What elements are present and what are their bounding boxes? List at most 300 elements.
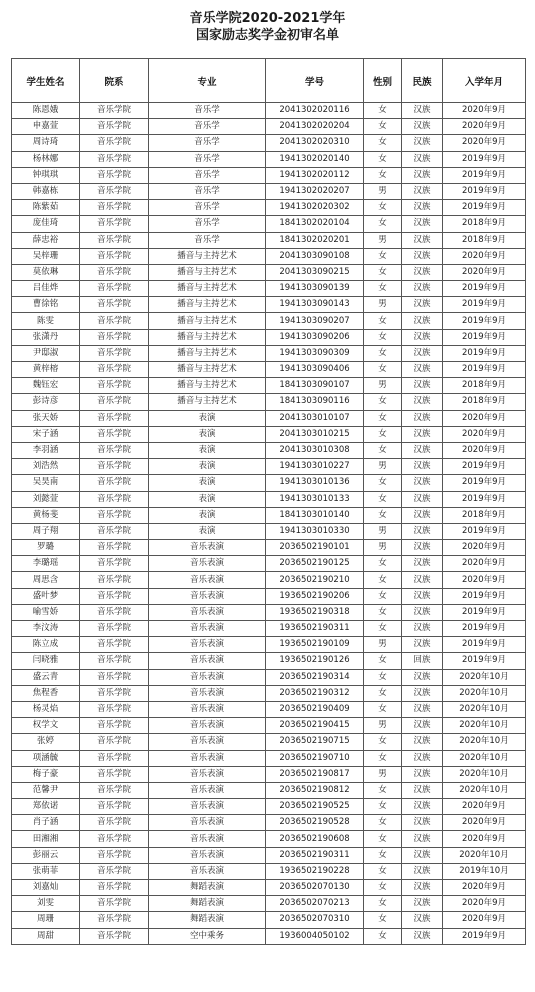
table-row [12, 167, 526, 183]
header-department: 院系 [80, 59, 149, 103]
cell-major: 音乐表演 [149, 669, 266, 685]
table-row [12, 734, 526, 750]
table-row [12, 621, 526, 637]
cell-enrollment-date: 2019年9月 [443, 200, 526, 216]
cell-student-name: 申嘉萱 [12, 119, 80, 135]
cell-major: 表演 [149, 410, 266, 426]
cell-student-id: 2036502190608 [266, 831, 364, 847]
cell-student-name: 黄梓榕 [12, 362, 80, 378]
cell-ethnicity: 汉族 [402, 475, 443, 491]
cell-department: 音乐学院 [80, 297, 149, 313]
cell-department: 音乐学院 [80, 135, 149, 151]
cell-gender: 女 [364, 426, 402, 442]
cell-department: 音乐学院 [80, 847, 149, 863]
cell-ethnicity: 汉族 [402, 167, 443, 183]
cell-department: 音乐学院 [80, 669, 149, 685]
cell-major: 音乐表演 [149, 799, 266, 815]
table-row [12, 281, 526, 297]
cell-student-name: 杨林娜 [12, 151, 80, 167]
cell-major: 音乐学 [149, 103, 266, 119]
cell-gender: 女 [364, 572, 402, 588]
cell-major: 表演 [149, 475, 266, 491]
cell-student-name: 曹徐铭 [12, 297, 80, 313]
table-row [12, 459, 526, 475]
cell-ethnicity: 汉族 [402, 135, 443, 151]
cell-student-id: 1941302020112 [266, 167, 364, 183]
header-student-id: 学号 [266, 59, 364, 103]
cell-student-name: 周诗琦 [12, 135, 80, 151]
cell-gender: 男 [364, 297, 402, 313]
cell-ethnicity: 汉族 [402, 604, 443, 620]
cell-student-name: 周珊 [12, 912, 80, 928]
cell-ethnicity: 汉族 [402, 701, 443, 717]
cell-gender: 女 [364, 815, 402, 831]
cell-major: 音乐表演 [149, 750, 266, 766]
header-student-name: 学生姓名 [12, 59, 80, 103]
cell-department: 音乐学院 [80, 313, 149, 329]
cell-enrollment-date: 2019年9月 [443, 297, 526, 313]
cell-student-name: 庞佳琦 [12, 216, 80, 232]
table-row [12, 523, 526, 539]
cell-department: 音乐学院 [80, 491, 149, 507]
cell-major: 音乐表演 [149, 588, 266, 604]
cell-department: 音乐学院 [80, 426, 149, 442]
cell-gender: 女 [364, 313, 402, 329]
cell-student-name: 张萌菲 [12, 863, 80, 879]
cell-gender: 男 [364, 718, 402, 734]
cell-major: 音乐表演 [149, 621, 266, 637]
cell-student-id: 2036502190311 [266, 847, 364, 863]
cell-gender: 女 [364, 782, 402, 798]
cell-ethnicity: 汉族 [402, 264, 443, 280]
cell-enrollment-date: 2018年9月 [443, 216, 526, 232]
cell-major: 空中乘务 [149, 928, 266, 944]
cell-major: 舞蹈表演 [149, 912, 266, 928]
cell-enrollment-date: 2019年9月 [443, 329, 526, 345]
cell-department: 音乐学院 [80, 604, 149, 620]
cell-ethnicity: 汉族 [402, 799, 443, 815]
cell-enrollment-date: 2019年9月 [443, 313, 526, 329]
cell-student-id: 2041303010308 [266, 442, 364, 458]
cell-gender: 女 [364, 362, 402, 378]
cell-department: 音乐学院 [80, 621, 149, 637]
cell-student-name: 刘懿萱 [12, 491, 80, 507]
table-row [12, 507, 526, 523]
cell-major: 表演 [149, 426, 266, 442]
table-row [12, 329, 526, 345]
cell-student-id: 1841302020104 [266, 216, 364, 232]
cell-gender: 女 [364, 588, 402, 604]
cell-gender: 男 [364, 378, 402, 394]
cell-major: 播音与主持艺术 [149, 281, 266, 297]
cell-enrollment-date: 2020年10月 [443, 734, 526, 750]
cell-ethnicity: 汉族 [402, 200, 443, 216]
cell-enrollment-date: 2019年9月 [443, 928, 526, 944]
cell-major: 音乐学 [149, 151, 266, 167]
header-ethnicity: 民族 [402, 59, 443, 103]
table-row [12, 588, 526, 604]
table-row [12, 880, 526, 896]
cell-department: 音乐学院 [80, 831, 149, 847]
cell-ethnicity: 汉族 [402, 248, 443, 264]
cell-department: 音乐学院 [80, 718, 149, 734]
cell-department: 音乐学院 [80, 896, 149, 912]
cell-major: 表演 [149, 507, 266, 523]
table-row [12, 362, 526, 378]
cell-student-id: 1936502190318 [266, 604, 364, 620]
cell-major: 播音与主持艺术 [149, 297, 266, 313]
cell-gender: 女 [364, 621, 402, 637]
cell-student-id: 2036502190210 [266, 572, 364, 588]
table-row [12, 653, 526, 669]
cell-student-name: 宋子涵 [12, 426, 80, 442]
cell-major: 音乐表演 [149, 782, 266, 798]
cell-department: 音乐学院 [80, 232, 149, 248]
cell-department: 音乐学院 [80, 588, 149, 604]
cell-student-id: 1941303090206 [266, 329, 364, 345]
cell-ethnicity: 汉族 [402, 459, 443, 475]
cell-department: 音乐学院 [80, 766, 149, 782]
cell-student-name: 韩嘉栋 [12, 183, 80, 199]
cell-enrollment-date: 2020年9月 [443, 556, 526, 572]
cell-enrollment-date: 2020年10月 [443, 847, 526, 863]
cell-gender: 女 [364, 329, 402, 345]
cell-major: 音乐表演 [149, 831, 266, 847]
cell-student-name: 莫依琳 [12, 264, 80, 280]
cell-enrollment-date: 2018年9月 [443, 507, 526, 523]
cell-enrollment-date: 2019年9月 [443, 281, 526, 297]
cell-gender: 男 [364, 766, 402, 782]
table-row [12, 604, 526, 620]
cell-student-id: 1941302020140 [266, 151, 364, 167]
cell-ethnicity: 汉族 [402, 523, 443, 539]
cell-enrollment-date: 2019年9月 [443, 362, 526, 378]
cell-department: 音乐学院 [80, 442, 149, 458]
cell-gender: 女 [364, 701, 402, 717]
cell-student-id: 2041303090215 [266, 264, 364, 280]
cell-student-name: 钟琪琪 [12, 167, 80, 183]
cell-gender: 女 [364, 863, 402, 879]
cell-enrollment-date: 2020年9月 [443, 135, 526, 151]
cell-student-id: 2041302020116 [266, 103, 364, 119]
cell-enrollment-date: 2020年9月 [443, 799, 526, 815]
cell-student-id: 2036502070310 [266, 912, 364, 928]
cell-student-name: 薛忠裕 [12, 232, 80, 248]
cell-ethnicity: 汉族 [402, 313, 443, 329]
table-row [12, 831, 526, 847]
cell-student-id: 1941302020207 [266, 183, 364, 199]
cell-ethnicity: 汉族 [402, 782, 443, 798]
table-header-row [12, 59, 526, 103]
cell-enrollment-date: 2020年10月 [443, 766, 526, 782]
table-row [12, 151, 526, 167]
cell-major: 音乐表演 [149, 540, 266, 556]
cell-department: 音乐学院 [80, 151, 149, 167]
table-body [12, 103, 526, 945]
table-row [12, 766, 526, 782]
cell-major: 播音与主持艺术 [149, 394, 266, 410]
cell-major: 音乐表演 [149, 604, 266, 620]
cell-ethnicity: 汉族 [402, 766, 443, 782]
table-row [12, 718, 526, 734]
cell-department: 音乐学院 [80, 475, 149, 491]
cell-enrollment-date: 2020年10月 [443, 685, 526, 701]
table-row [12, 847, 526, 863]
cell-department: 音乐学院 [80, 556, 149, 572]
cell-ethnicity: 汉族 [402, 928, 443, 944]
cell-department: 音乐学院 [80, 653, 149, 669]
cell-enrollment-date: 2019年9月 [443, 183, 526, 199]
cell-enrollment-date: 2019年9月 [443, 604, 526, 620]
cell-enrollment-date: 2018年9月 [443, 232, 526, 248]
cell-gender: 女 [364, 200, 402, 216]
cell-major: 音乐表演 [149, 847, 266, 863]
cell-student-name: 周子翔 [12, 523, 80, 539]
cell-major: 表演 [149, 491, 266, 507]
cell-student-name: 杨灵焰 [12, 701, 80, 717]
cell-ethnicity: 汉族 [402, 880, 443, 896]
table-row [12, 475, 526, 491]
table-row [12, 685, 526, 701]
cell-enrollment-date: 2019年9月 [443, 491, 526, 507]
cell-department: 音乐学院 [80, 734, 149, 750]
cell-enrollment-date: 2020年9月 [443, 426, 526, 442]
cell-student-name: 盛云青 [12, 669, 80, 685]
cell-major: 音乐表演 [149, 701, 266, 717]
cell-department: 音乐学院 [80, 329, 149, 345]
cell-ethnicity: 汉族 [402, 410, 443, 426]
cell-ethnicity: 汉族 [402, 297, 443, 313]
cell-student-name: 刘雯 [12, 896, 80, 912]
cell-student-id: 2036502190125 [266, 556, 364, 572]
cell-department: 音乐学院 [80, 685, 149, 701]
cell-ethnicity: 汉族 [402, 540, 443, 556]
cell-student-id: 2041303010215 [266, 426, 364, 442]
cell-student-name: 田湘湘 [12, 831, 80, 847]
cell-enrollment-date: 2020年10月 [443, 669, 526, 685]
cell-student-id: 1841303010140 [266, 507, 364, 523]
cell-enrollment-date: 2020年9月 [443, 442, 526, 458]
cell-enrollment-date: 2019年9月 [443, 621, 526, 637]
cell-department: 音乐学院 [80, 264, 149, 280]
table-row [12, 896, 526, 912]
cell-gender: 女 [364, 410, 402, 426]
table-row [12, 135, 526, 151]
cell-student-name: 盛叶梦 [12, 588, 80, 604]
cell-ethnicity: 汉族 [402, 119, 443, 135]
cell-ethnicity: 汉族 [402, 362, 443, 378]
cell-student-name: 罗璐 [12, 540, 80, 556]
table-row [12, 264, 526, 280]
cell-enrollment-date: 2018年9月 [443, 394, 526, 410]
cell-ethnicity: 汉族 [402, 426, 443, 442]
cell-enrollment-date: 2019年9月 [443, 475, 526, 491]
cell-gender: 女 [364, 394, 402, 410]
cell-student-id: 1841302020201 [266, 232, 364, 248]
cell-department: 音乐学院 [80, 410, 149, 426]
cell-department: 音乐学院 [80, 103, 149, 119]
cell-ethnicity: 汉族 [402, 281, 443, 297]
cell-student-name: 李璐瑶 [12, 556, 80, 572]
cell-gender: 女 [364, 281, 402, 297]
cell-ethnicity: 汉族 [402, 345, 443, 361]
cell-major: 音乐表演 [149, 718, 266, 734]
cell-major: 播音与主持艺术 [149, 248, 266, 264]
cell-ethnicity: 汉族 [402, 442, 443, 458]
cell-ethnicity: 汉族 [402, 750, 443, 766]
cell-department: 音乐学院 [80, 394, 149, 410]
cell-student-id: 2036502190528 [266, 815, 364, 831]
cell-gender: 男 [364, 523, 402, 539]
cell-department: 音乐学院 [80, 863, 149, 879]
cell-student-name: 陈立成 [12, 637, 80, 653]
cell-enrollment-date: 2020年10月 [443, 750, 526, 766]
table-row [12, 200, 526, 216]
cell-major: 表演 [149, 523, 266, 539]
cell-ethnicity: 汉族 [402, 847, 443, 863]
cell-enrollment-date: 2019年9月 [443, 167, 526, 183]
cell-enrollment-date: 2020年9月 [443, 410, 526, 426]
cell-department: 音乐学院 [80, 345, 149, 361]
cell-student-id: 2041303010107 [266, 410, 364, 426]
cell-student-id: 2036502070213 [266, 896, 364, 912]
cell-student-id: 1941303090309 [266, 345, 364, 361]
table-row [12, 782, 526, 798]
cell-student-id: 2041302020204 [266, 119, 364, 135]
cell-student-id: 1941303090406 [266, 362, 364, 378]
cell-student-id: 2041303090108 [266, 248, 364, 264]
cell-student-id: 1936502190228 [266, 863, 364, 879]
cell-enrollment-date: 2020年9月 [443, 572, 526, 588]
header-major: 专业 [149, 59, 266, 103]
cell-student-name: 梅子豪 [12, 766, 80, 782]
cell-student-id: 1941303010133 [266, 491, 364, 507]
cell-department: 音乐学院 [80, 572, 149, 588]
cell-ethnicity: 汉族 [402, 621, 443, 637]
table-row [12, 248, 526, 264]
table-row [12, 799, 526, 815]
table-row [12, 183, 526, 199]
cell-department: 音乐学院 [80, 815, 149, 831]
cell-ethnicity: 汉族 [402, 831, 443, 847]
cell-major: 表演 [149, 459, 266, 475]
cell-ethnicity: 汉族 [402, 329, 443, 345]
table-row [12, 912, 526, 928]
cell-department: 音乐学院 [80, 459, 149, 475]
cell-student-id: 1936502190206 [266, 588, 364, 604]
cell-enrollment-date: 2020年10月 [443, 718, 526, 734]
cell-student-id: 1936502190311 [266, 621, 364, 637]
cell-student-name: 陈雯 [12, 313, 80, 329]
cell-department: 音乐学院 [80, 216, 149, 232]
table-row [12, 572, 526, 588]
cell-student-id: 1941303090143 [266, 297, 364, 313]
cell-major: 音乐学 [149, 216, 266, 232]
cell-ethnicity: 汉族 [402, 183, 443, 199]
cell-student-name: 吴梓珊 [12, 248, 80, 264]
cell-gender: 女 [364, 847, 402, 863]
cell-student-name: 郑依诺 [12, 799, 80, 815]
cell-student-id: 2036502190715 [266, 734, 364, 750]
cell-department: 音乐学院 [80, 799, 149, 815]
cell-student-name: 吴昊南 [12, 475, 80, 491]
cell-enrollment-date: 2020年9月 [443, 248, 526, 264]
cell-department: 音乐学院 [80, 912, 149, 928]
cell-ethnicity: 汉族 [402, 912, 443, 928]
cell-major: 播音与主持艺术 [149, 345, 266, 361]
cell-enrollment-date: 2019年9月 [443, 653, 526, 669]
table-row [12, 669, 526, 685]
cell-gender: 男 [364, 232, 402, 248]
cell-student-name: 尹邸淑 [12, 345, 80, 361]
cell-student-id: 1841303090116 [266, 394, 364, 410]
cell-department: 音乐学院 [80, 167, 149, 183]
cell-ethnicity: 汉族 [402, 232, 443, 248]
cell-department: 音乐学院 [80, 378, 149, 394]
cell-major: 舞蹈表演 [149, 880, 266, 896]
cell-major: 表演 [149, 442, 266, 458]
cell-enrollment-date: 2019年9月 [443, 151, 526, 167]
table-row [12, 378, 526, 394]
cell-department: 音乐学院 [80, 701, 149, 717]
cell-major: 舞蹈表演 [149, 896, 266, 912]
cell-enrollment-date: 2019年10月 [443, 863, 526, 879]
cell-department: 音乐学院 [80, 880, 149, 896]
cell-ethnicity: 汉族 [402, 103, 443, 119]
cell-student-name: 张潇丹 [12, 329, 80, 345]
cell-enrollment-date: 2020年9月 [443, 264, 526, 280]
cell-ethnicity: 汉族 [402, 556, 443, 572]
cell-student-name: 刘嘉灿 [12, 880, 80, 896]
cell-enrollment-date: 2020年9月 [443, 912, 526, 928]
cell-major: 播音与主持艺术 [149, 362, 266, 378]
cell-enrollment-date: 2019年9月 [443, 637, 526, 653]
cell-gender: 男 [364, 540, 402, 556]
cell-student-name: 刘浩然 [12, 459, 80, 475]
cell-student-id: 2036502190812 [266, 782, 364, 798]
cell-gender: 女 [364, 507, 402, 523]
cell-major: 音乐学 [149, 183, 266, 199]
cell-student-id: 2041302020310 [266, 135, 364, 151]
cell-ethnicity: 回族 [402, 653, 443, 669]
cell-gender: 女 [364, 750, 402, 766]
cell-department: 音乐学院 [80, 750, 149, 766]
cell-student-id: 2036502190312 [266, 685, 364, 701]
cell-gender: 女 [364, 799, 402, 815]
cell-student-name: 陈紫茹 [12, 200, 80, 216]
cell-student-id: 1936502190126 [266, 653, 364, 669]
cell-student-id: 2036502190525 [266, 799, 364, 815]
cell-enrollment-date: 2019年9月 [443, 345, 526, 361]
table-row [12, 491, 526, 507]
cell-gender: 女 [364, 604, 402, 620]
cell-student-id: 2036502190101 [266, 540, 364, 556]
cell-student-name: 彭丽云 [12, 847, 80, 863]
cell-major: 音乐表演 [149, 685, 266, 701]
cell-student-name: 李羽涵 [12, 442, 80, 458]
cell-gender: 男 [364, 637, 402, 653]
cell-enrollment-date: 2020年9月 [443, 103, 526, 119]
cell-gender: 女 [364, 442, 402, 458]
cell-department: 音乐学院 [80, 507, 149, 523]
cell-major: 音乐表演 [149, 653, 266, 669]
cell-ethnicity: 汉族 [402, 151, 443, 167]
cell-student-name: 周思含 [12, 572, 80, 588]
cell-gender: 女 [364, 103, 402, 119]
cell-gender: 女 [364, 653, 402, 669]
cell-enrollment-date: 2019年9月 [443, 459, 526, 475]
cell-student-name: 喻雪娇 [12, 604, 80, 620]
